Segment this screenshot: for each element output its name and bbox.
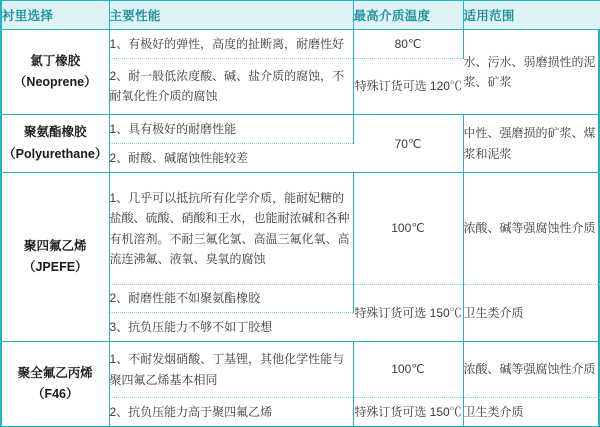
table-body <box>2 30 600 427</box>
table-header-row <box>2 1 600 30</box>
performance-text: 2、耐磨性能不如聚氨酯橡胶 <box>109 284 353 313</box>
lining-name-line1: 聚氨酯橡胶 <box>23 125 87 140</box>
performance-text: 1、具有极好的耐磨性能 <box>109 114 353 143</box>
column-header-max-temperature: 最高介质温度 <box>353 1 463 30</box>
performance-text: 1、几乎可以抵抗所有化学介质，能耐妃糖的盐酸、硫酸、硝酸和王水，也能耐浓碱和各种有机溶剂。不耐三氟化氯、高温三氟化氧、高流连沸氟、液氧、臭氧的腐蚀 <box>109 173 353 284</box>
performance-text: 2、耐一般低浓度酸、碱、盐介质的腐蚀，不耐氧化性介质的腐蚀 <box>109 58 353 114</box>
performance-text: 2、耐酸、碱腐蚀性能较差 <box>109 144 353 173</box>
lining-name-line2: （Neoprene） <box>13 74 97 89</box>
table-row <box>2 173 600 284</box>
temperature-value: 100℃ <box>353 342 463 398</box>
lining-name-neoprene <box>2 30 109 115</box>
lining-name-f46 <box>2 342 109 426</box>
application-scope-text: 水、污水、弱磨损性的泥浆、矿浆 <box>463 30 600 115</box>
performance-text: 1、有极好的弹性，高度的扯断离，耐磨性好 <box>109 30 353 59</box>
lining-name-line2: （F46） <box>31 387 79 402</box>
lining-name-polyurethane <box>2 114 109 173</box>
performance-text: 3、抗负压能力不够不如丁胶想 <box>109 313 353 342</box>
lining-name-line1: 聚四氟乙烯 <box>23 239 87 254</box>
lining-name-line2: （JPEFE） <box>22 260 88 275</box>
application-scope-text: 中性、强磨损的矿浆、煤浆和泥浆 <box>463 114 600 173</box>
lining-name-line2: （Polyurethane） <box>3 146 108 161</box>
lining-selection-table <box>2 1 600 426</box>
table-row <box>2 30 600 59</box>
temperature-value: 70℃ <box>353 114 463 173</box>
application-scope-text: 卫生类介质 <box>463 398 600 426</box>
application-scope-text: 卫生类介质 <box>463 284 600 342</box>
table-header <box>2 1 600 30</box>
table-row <box>2 114 600 143</box>
lining-name-line1: 聚全氟乙丙烯 <box>17 365 93 380</box>
temperature-value: 80℃ <box>353 30 463 59</box>
temperature-value: 特殊订货可选 150℃ <box>353 398 463 426</box>
temperature-value: 特殊订货可选 150℃ <box>353 284 463 342</box>
performance-text: 1、不耐发烟硝酸、丁基锂，其他化学性能与聚四氟乙烯基本相同 <box>109 342 353 398</box>
temperature-value: 特殊订货可选 120℃ <box>353 58 463 114</box>
application-scope-text: 浓酸、碱等强腐蚀性介质 <box>463 173 600 284</box>
application-scope-text: 浓酸、碱等强腐蚀性介质 <box>463 342 600 398</box>
column-header-application-scope: 适用范围 <box>463 1 600 30</box>
temperature-value: 100℃ <box>353 173 463 284</box>
lining-name-jpefe <box>2 173 109 342</box>
column-header-performance: 主要性能 <box>109 1 353 30</box>
performance-text: 2、抗负压能力高于聚四氟乙烯 <box>109 398 353 426</box>
column-header-lining: 衬里选择 <box>2 1 109 30</box>
lining-name-line1: 氯丁橡胶 <box>30 53 81 68</box>
table-row <box>2 342 600 398</box>
